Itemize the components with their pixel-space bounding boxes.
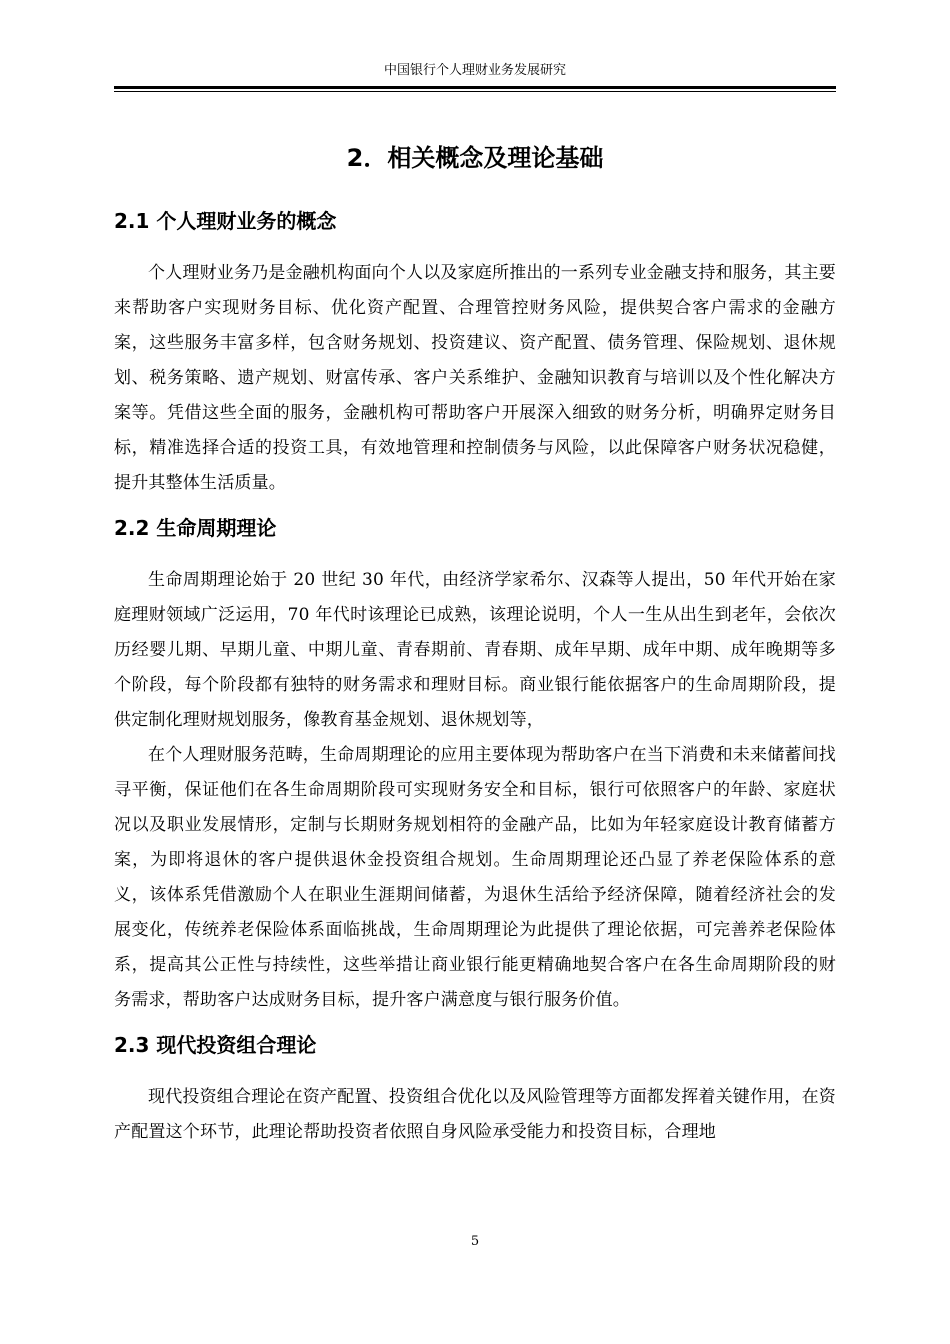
section-2-3-paragraph-1: 现代投资组合理论在资产配置、投资组合优化以及风险管理等方面都发挥着关键作用，在资产配置这个环节，此理论帮助投资者依照自身风险承受能力和投资目标，合理地 [114,1087,836,1142]
section-heading-2-1: 2.1 个人理财业务的概念 [114,209,337,233]
section-2-1-paragraph-1: 个人理财业务乃是金融机构面向个人以及家庭所推出的一系列专业金融支持和服务，其主要来帮助客户实现财务目标、优化资产配置、合理管控财务风险，提供契合客户需求的金融方案，这些服务丰富多样，包含财务规划、投资建议、资产配置、债务管理、保险规划、退休规划、税务策略、遗产规划、财富传承、客户关系维护、金融知识教育与培训以及个性化解决方案等。凭借这些全面的服务，金融机构可帮助客户开展深入细致的财务分析，明确界定财务目标，精准选择合适的投资工具，有效地管理和控制债务与风险，以此保障客户财务状况稳健，提升其整体生活质量。 [114,263,836,493]
section-2-2-paragraph-2: 在个人理财服务范畴，生命周期理论的应用主要体现为帮助客户在当下消费和未来储蓄间找寻平衡，保证他们在各生命周期阶段可实现财务安全和目标，银行可依照客户的年龄、家庭状况以及职业发展情形，定制与长期财务规划相符的金融产品，比如为年轻家庭设计教育储蓄方案，为即将退休的客户提供退休金投资组合规划。生命周期理论还凸显了养老保险体系的意义，该体系凭借激励个人在职业生涯期间储蓄，为退休生活给予经济保障，随着经济社会的发展变化，传统养老保险体系面临挑战，生命周期理论为此提供了理论依据，可完善养老保险体系，提高其公正性与持续性，这些举措让商业银行能更精确地契合客户在各生命周期阶段的财务需求，帮助客户达成财务目标，提升客户满意度与银行服务价值。 [114,745,836,1010]
page-number: 5 [470,1234,480,1249]
section-2-2-paragraph-1: 生命周期理论始于 20 世纪 30 年代，由经济学家希尔、汉森等人提出，50 年代开始在家庭理财领域广泛运用，70 年代时该理论已成熟，该理论说明，个人一生从出生到老年，会依次历经婴儿期、早期儿童、中期儿童、青春期前、青春期、成年早期、成年中期、成年晚期等多个阶段，每个阶段都有独特的财务需求和理财目标。商业银行能依据客户的生命周期阶段，提供定制化理财规划服务，像教育基金规划、退休规划等， [114,570,836,730]
section-heading-2-2: 2.2 生命周期理论 [114,516,277,540]
header-rule-thick [114,86,836,89]
page-content [114,138,836,1150]
chapter-title: 2．相关概念及理论基础 [346,144,604,172]
section-heading-2-3: 2.3 现代投资组合理论 [114,1033,317,1057]
header-rule-thin [114,91,836,92]
running-header: 中国银行个人理财业务发展研究 [383,63,566,78]
